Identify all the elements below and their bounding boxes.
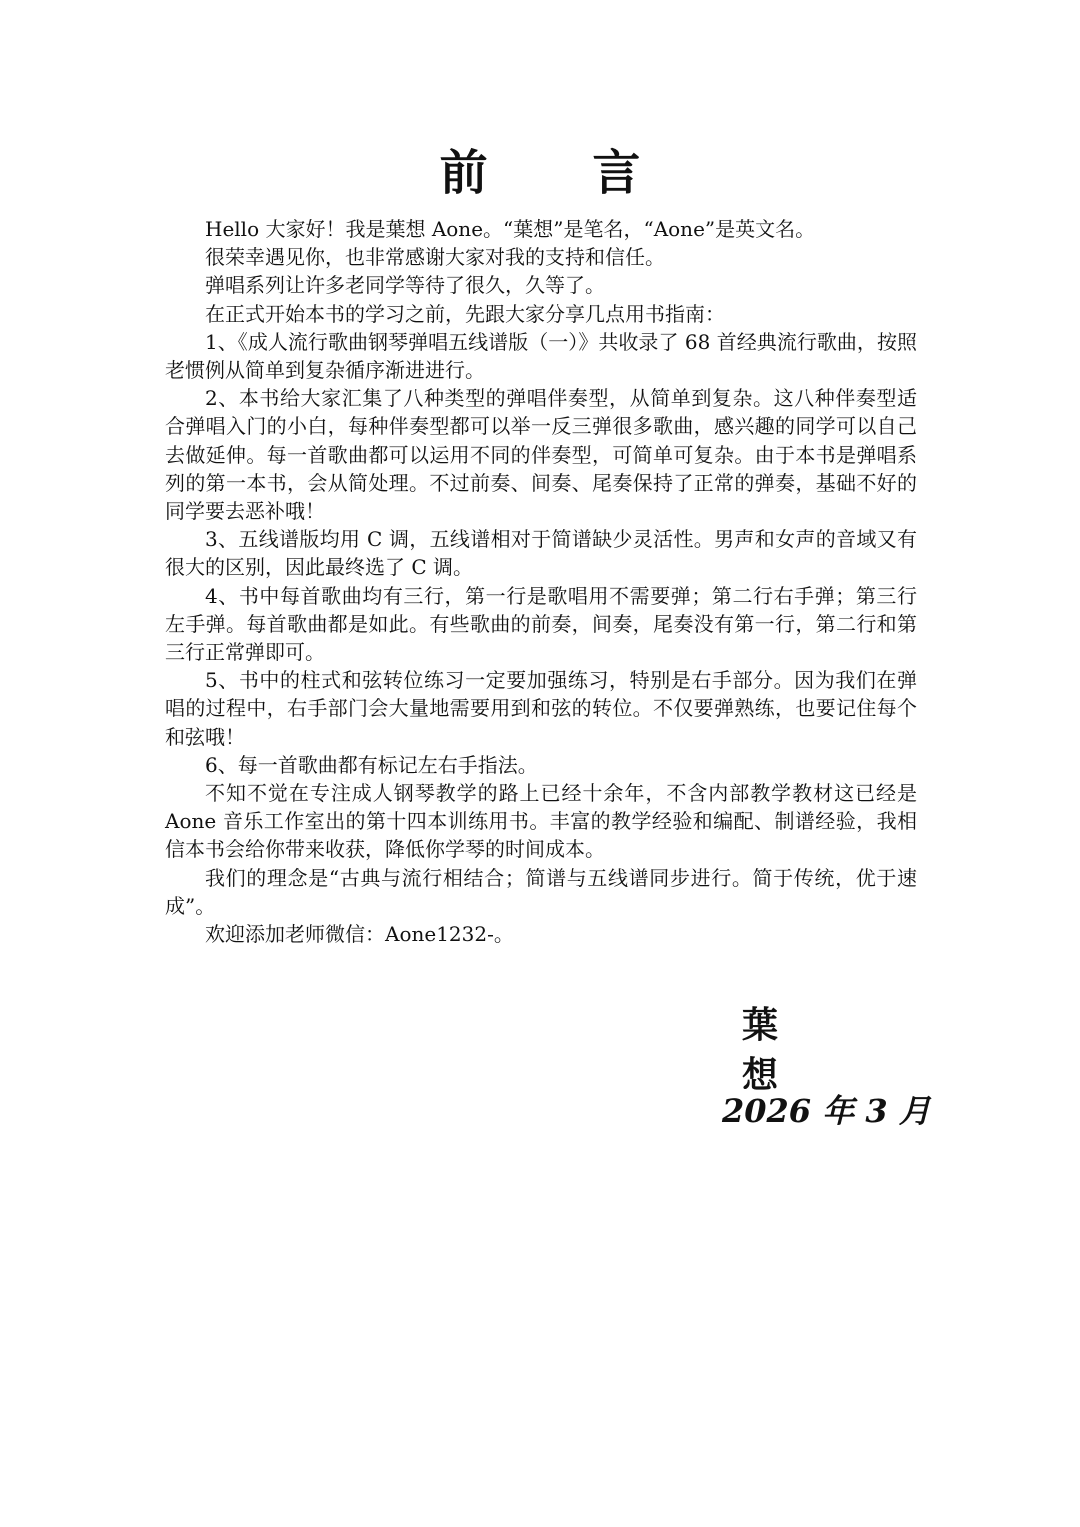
paragraph-greeting: Hello 大家好！我是葉想 Aone。“葉想”是笔名，“Aone”是英文名。 xyxy=(205,217,816,241)
paragraph-wechat: 欢迎添加老师微信：Aone1232-。 xyxy=(205,922,514,947)
guide-item-5: 5、书中的柱式和弦转位练习一定要加强练习，特别是右手部分。因为我们在弹唱的过程中，右手部门会大量地需要用到和弦的转位。不仅要弹熟练，也要记住每个和弦哦！ xyxy=(165,668,917,749)
guide-item-3: 3、五线谱版均用 C 调，五线谱相对于简谱缺少灵活性。男声和女声的音域又有很大的区别，因此最终选了 C 调。 xyxy=(165,527,917,580)
paragraph-thanks: 很荣幸遇见你，也非常感谢大家对我的支持和信任。 xyxy=(205,245,665,270)
guide-item-1: 1、《成人流行歌曲钢琴弹唱五线谱版（一）》共收录了 68 首经典流行歌曲，按照老惯例从简单到复杂循序渐进进行。 xyxy=(165,329,917,383)
preface-body xyxy=(165,215,917,948)
paragraph-waiting: 弹唱系列让许多老同学等待了很久，久等了。 xyxy=(205,273,605,298)
guide-item-4: 4、书中每首歌曲均有三行，第一行是歌唱用不需要弹；第二行右手弹；第三行左手弹。每首歌曲都是如此。有些歌曲的前奏，间奏，尾奏没有第一行，第二行和第三行正常弹即可。 xyxy=(165,583,917,665)
signature-date: 2026 年 3 月 xyxy=(722,1092,931,1130)
author-signature: 葉 想 xyxy=(742,1004,813,1096)
paragraph-experience: 不知不觉在专注成人钢琴教学的路上已经十余年，不含内部教学教材这已经是 Aone 音乐工作室出的第十四本训练用书。丰富的教学经验和编配、制谱经验，我相信本书会给你带来收获，降低你学琴的时间成本。 xyxy=(165,781,917,862)
guide-item-6: 6、每一首歌曲都有标记左右手指法。 xyxy=(205,752,538,777)
page-title: 前 言 xyxy=(439,145,685,201)
guide-item-2: 2、本书给大家汇集了八种类型的弹唱伴奏型，从简单到复杂。这八种伴奏型适合弹唱入门的小白，每种伴奏型都可以举一反三弹很多歌曲，感兴趣的同学可以自己去做延伸。每一首歌曲都可以运用不同的伴奏型，可简单可复杂。由于本书是弹唱系列的第一本书，会从简处理。不过前奏、间奏、尾奏保持了正常的弹奏，基础不好的同学要去恶补哦！ xyxy=(165,386,917,524)
paragraph-guide-intro: 在正式开始本书的学习之前，先跟大家分享几点用书指南： xyxy=(205,301,725,326)
paragraph-philosophy: 我们的理念是“古典与流行相结合；简谱与五线谱同步进行。简于传统，优于速成”。 xyxy=(165,865,917,918)
